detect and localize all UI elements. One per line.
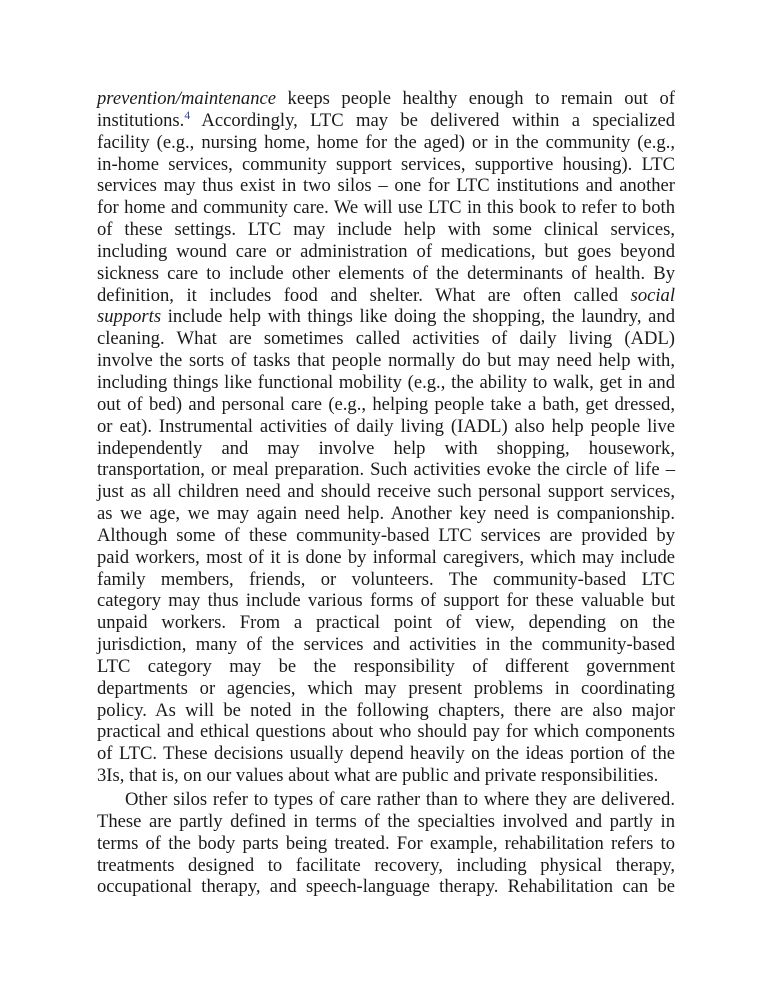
- text-line: involve the sorts of tasks that people normally do but may need help with,: [97, 350, 675, 372]
- text-line: in-home services, community support services, supportive housing). LTC: [97, 153, 675, 175]
- text-line: jurisdiction, many of the services and activities in the community-based: [97, 634, 675, 656]
- text-line: Although some of these community-based LTC services are provided by: [97, 524, 675, 546]
- line-text: definition, it includes food and shelter. What are often called: [97, 284, 631, 306]
- text-line: LTC category may be the responsibility of different government: [97, 655, 675, 677]
- text-line: independently and may involve help with shopping, housework,: [97, 437, 675, 459]
- text-line: just as all children need and should receive such personal support services,: [97, 481, 675, 503]
- line-text: include help with things like doing the shopping, the laundry, and: [161, 306, 675, 328]
- text-line: departments or agencies, which may present problems in coordinating: [97, 677, 675, 699]
- text-line: including things like functional mobility (e.g., the ability to walk, get in and: [97, 371, 675, 393]
- text-line: practical and ethical questions about who should pay for which components: [97, 721, 675, 743]
- text-line: [97, 285, 675, 307]
- text-line: for home and community care. We will use LTC in this book to refer to both: [97, 197, 675, 219]
- text-line: terms of the body parts being treated. For example, rehabilitation refers to: [97, 832, 675, 854]
- text-line: transportation, or meal preparation. Such activities evoke the circle of life –: [97, 459, 675, 481]
- text-line: of these settings. LTC may include help with some clinical services,: [97, 219, 675, 241]
- text-line: treatments designed to facilitate recovery, including physical therapy,: [97, 854, 675, 876]
- document-page: [97, 88, 675, 898]
- paragraph-2: [97, 789, 675, 898]
- text-line: [97, 88, 675, 110]
- text-line: out of bed) and personal care (e.g., helping people take a bath, get dressed,: [97, 393, 675, 415]
- line-text: Accordingly, LTC may be delivered within a specialized: [190, 109, 675, 131]
- text-line: family members, friends, or volunteers. The community-based LTC: [97, 568, 675, 590]
- text-line: category may thus include various forms of support for these valuable but: [97, 590, 675, 612]
- text-line: facility (e.g., nursing home, home for the aged) or in the community (e.g.,: [97, 131, 675, 153]
- text-line: cleaning. What are sometimes called activities of daily living (ADL): [97, 328, 675, 350]
- text-line: policy. As will be noted in the following chapters, there are also major: [97, 699, 675, 721]
- text-line: occupational therapy, and speech-language therapy. Rehabilitation can be: [97, 876, 675, 898]
- text-line: [97, 110, 675, 132]
- line-text: keeps people healthy enough to remain out of: [276, 88, 675, 109]
- text-line: or eat). Instrumental activities of daily living (IADL) also help people live: [97, 415, 675, 437]
- text-line: 3Is, that is, on our values about what are public and private responsibilities.: [97, 765, 659, 787]
- text-line: including wound care or administration of medications, but goes beyond: [97, 240, 675, 262]
- text-line: as we age, we may again need help. Another key need is companionship.: [97, 503, 675, 525]
- emphasis-text: supports: [97, 306, 162, 328]
- paragraph-1: [97, 88, 675, 787]
- emphasis-text: social: [630, 284, 675, 306]
- text-line: unpaid workers. From a practical point of view, depending on the: [97, 612, 675, 634]
- footnote-reference[interactable]: 4: [184, 109, 191, 122]
- text-line: These are partly defined in terms of the specialties involved and partly in: [97, 810, 675, 832]
- text-line: [97, 306, 675, 328]
- emphasis-text: prevention/maintenance: [97, 88, 276, 109]
- text-line: paid workers, most of it is done by informal caregivers, which may include: [97, 546, 675, 568]
- text-line: of LTC. These decisions usually depend heavily on the ideas portion of the: [97, 743, 675, 765]
- line-text: institutions.: [97, 109, 185, 131]
- text-line: services may thus exist in two silos – one for LTC institutions and another: [97, 175, 675, 197]
- text-line: sickness care to include other elements of the determinants of health. By: [97, 262, 675, 284]
- text-line: Other silos refer to types of care rather than to where they are delivered.: [125, 789, 675, 810]
